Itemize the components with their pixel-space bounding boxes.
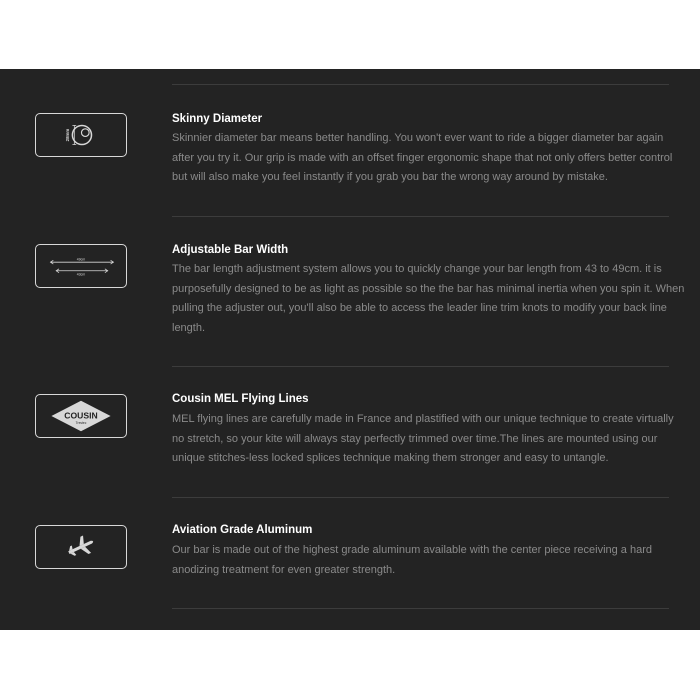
bar-diameter-graphic bbox=[36, 114, 126, 156]
max-width-label: 49cm bbox=[76, 257, 86, 262]
feature-title: Aviation Grade Aluminum bbox=[172, 524, 313, 536]
airplane-graphic bbox=[36, 526, 126, 568]
bar-width-graphic bbox=[36, 245, 126, 287]
divider bbox=[172, 216, 669, 217]
divider bbox=[172, 608, 669, 609]
feature-description: Our bar is made out of the highest grade aluminum available with the center piece receiving a hard anodizing treatment for even greater strength. bbox=[172, 544, 652, 576]
divider bbox=[172, 84, 669, 85]
airplane-icon bbox=[35, 525, 127, 569]
logo-subtext: Trestec bbox=[75, 421, 87, 426]
min-width-label: 43cm bbox=[76, 272, 86, 277]
feature-description: Skinnier diameter bar means better handling. You won't ever want to ride a bigger diameter bar again after you try it. Our grip is made with an offset finger ergonomic shape that not only offers better control but will also make you feel instantly if you grab you bar the wrong way around by mistake. bbox=[172, 132, 673, 183]
cousin-logo-icon bbox=[35, 394, 127, 438]
bar-diameter-icon bbox=[35, 113, 127, 157]
logo-text: COUSIN bbox=[64, 410, 98, 421]
features-panel bbox=[0, 69, 700, 630]
feature-title: Skinny Diameter bbox=[172, 113, 263, 125]
feature-title: Adjustable Bar Width bbox=[172, 244, 289, 256]
divider bbox=[172, 366, 669, 367]
feature-description: The bar length adjustment system allows you to quickly change your bar length from 43 to 49cm. it is purposefully designed to be as light as possible so the the bar has minimal inertia when you spin it. When pulling the adjuster out, you'll also be able to access the leader line trim knots to modify your back line length. bbox=[172, 263, 685, 334]
feature-description: MEL flying lines are carefully made in France and plastified with our unique technique to create virtually no stretch, so your kite will always stay perfectly trimmed over time.The lines are mounted using our unique stitches-less locked splices technique making them stronger and easy to untangle. bbox=[172, 413, 674, 464]
cousin-logo-graphic bbox=[36, 395, 126, 437]
diameter-label: 28mm bbox=[65, 128, 71, 142]
divider bbox=[172, 497, 669, 498]
bar-width-icon bbox=[35, 244, 127, 288]
feature-title: Cousin MEL Flying Lines bbox=[172, 393, 309, 405]
